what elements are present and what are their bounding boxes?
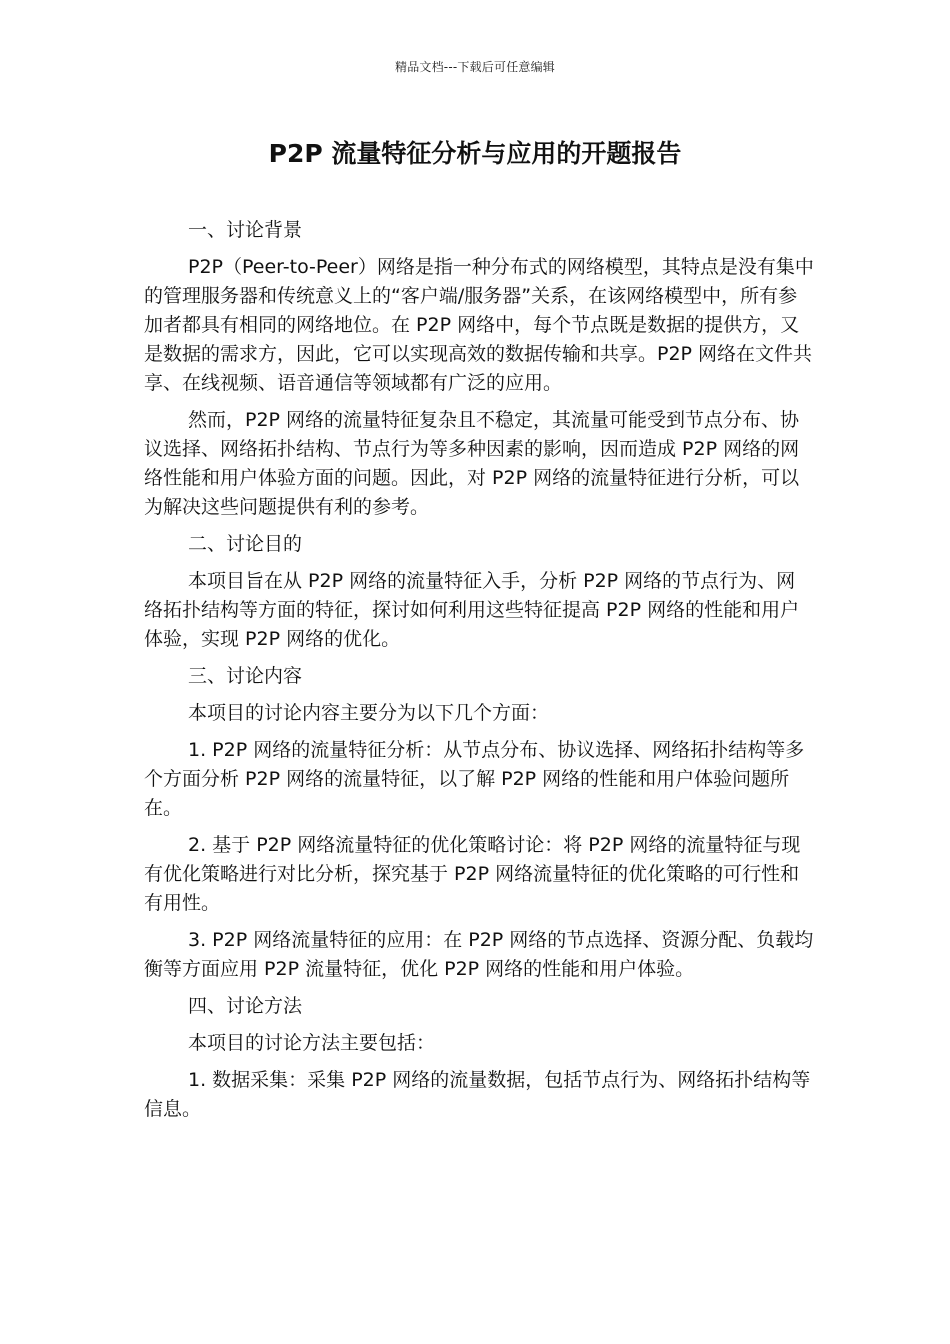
paragraph-traffic-complexity: 然而，P2P 网络的流量特征复杂且不稳定，其流量可能受到节点分布、协议选择、网络拓扑结构、节点行为等多种因素的影响，因而造成 P2P 网络的网络性能和用户体验方面的问题。因此，对 P2P 网络的流量特征进行分析，可以为解决这些问题提供有利的参考。 (144, 409, 800, 518)
paragraph-method-intro: 本项目的讨论方法主要包括： (188, 1032, 436, 1054)
paragraph-content-item-2: 2. 基于 P2P 网络流量特征的优化策略讨论：将 P2P 网络的流量特征与现有优化策略进行对比分析，探究基于 P2P 网络流量特征的优化策略的可行性和有用性。 (144, 834, 801, 914)
document-body (144, 216, 814, 1132)
section-heading-purpose: 二、讨论目的 (188, 533, 303, 555)
paragraph-content-intro: 本项目的讨论内容主要分为以下几个方面： (188, 702, 550, 724)
paragraph-p2p-definition: P2P（Peer-to-Peer）网络是指一种分布式的网络模型，其特点是没有集中的管理服务器和传统意义上的“客户端/服务器”关系，在该网络模型中，所有参加者都具有相同的网络地位。在 P2P 网络中，每个节点既是数据的提供方，又是数据的需求方，因此，它可以实现高效的数据传输和共享。P2P 网络在文件共享、在线视频、语音通信等领域都有广泛的应用。 (144, 256, 814, 394)
paragraph-content-item-1: 1. P2P 网络的流量特征分析：从节点分布、协议选择、网络拓扑结构等多个方面分析 P2P 网络的流量特征，以了解 P2P 网络的性能和用户体验问题所在。 (144, 739, 805, 819)
header-note: 精品文档---下载后可任意编辑 (395, 60, 555, 74)
paragraph-purpose: 本项目旨在从 P2P 网络的流量特征入手，分析 P2P 网络的节点行为、网络拓扑结构等方面的特征，探讨如何利用这些特征提高 P2P 网络的性能和用户体验，实现 P2P 网络的优化。 (144, 570, 800, 650)
document-title: P2P 流量特征分析与应用的开题报告 (268, 139, 682, 168)
section-heading-background: 一、讨论背景 (188, 219, 303, 241)
paragraph-content-item-3: 3. P2P 网络流量特征的应用：在 P2P 网络的节点选择、资源分配、负载均衡等方面应用 P2P 流量特征，优化 P2P 网络的性能和用户体验。 (144, 929, 814, 980)
section-heading-content: 三、讨论内容 (188, 665, 303, 687)
paragraph-method-item-1: 1. 数据采集：采集 P2P 网络的流量数据，包括节点行为、网络拓扑结构等信息。 (144, 1069, 811, 1120)
section-heading-method: 四、讨论方法 (188, 995, 303, 1017)
